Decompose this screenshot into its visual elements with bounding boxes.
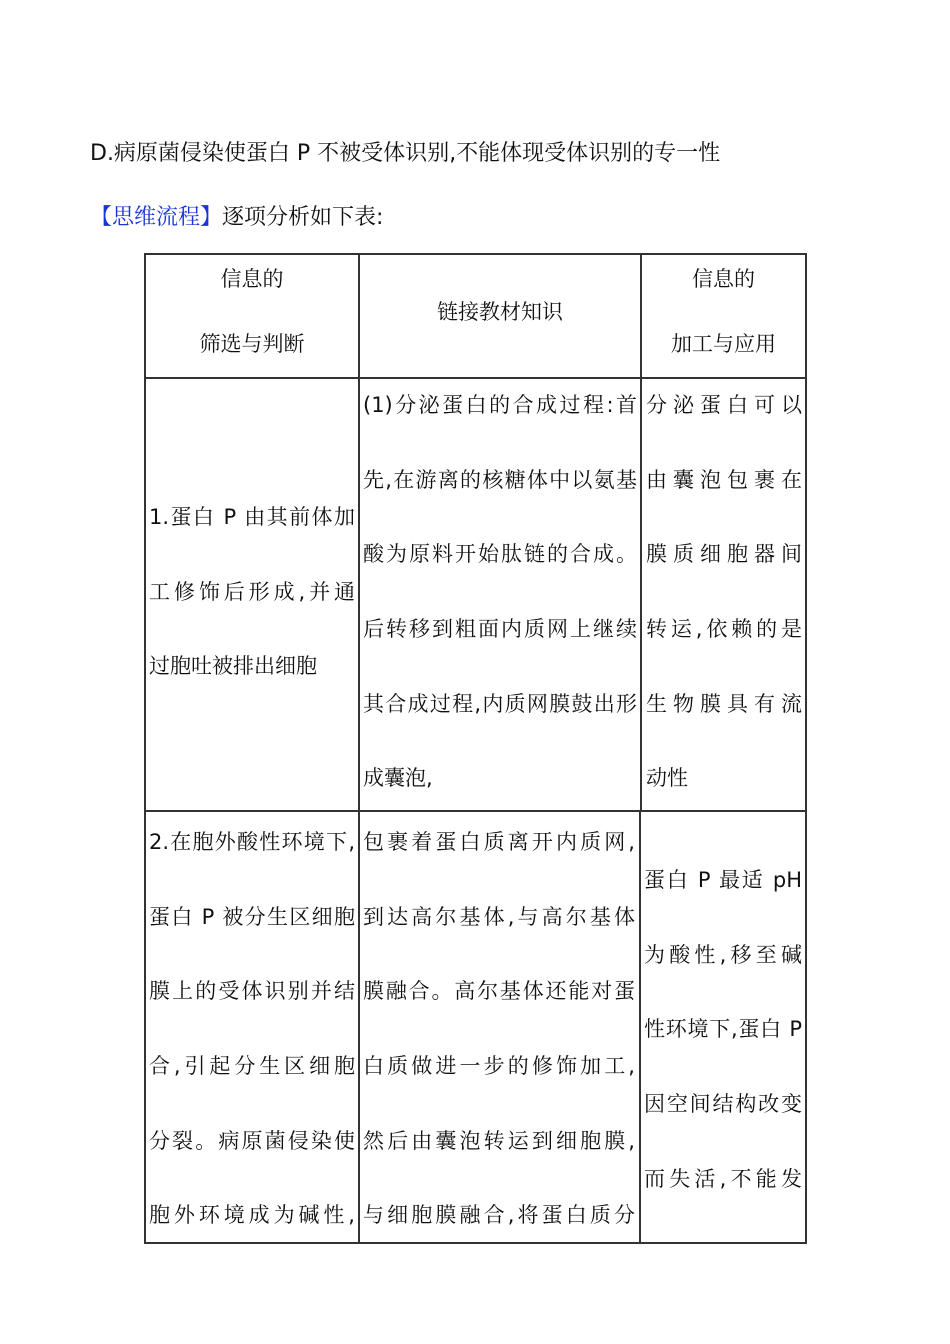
cell-line: 1.蛋白 P 由其前体加 (149, 505, 355, 529)
cell-line: 白质做进一步的修饰加工, (363, 1054, 635, 1079)
cell-line: 生物膜具有流 (646, 691, 802, 716)
section-heading (90, 200, 383, 231)
header-text: 筛选与判断 (199, 332, 305, 356)
table-border (639, 810, 641, 1244)
cell-line: 膜质细胞器间 (646, 542, 802, 567)
cell-line: 动性 (646, 766, 688, 791)
cell-line: 分裂。病原菌侵染使 (149, 1128, 355, 1153)
table-border (144, 377, 807, 379)
cell-line: 工修饰后形成,并通 (149, 579, 355, 604)
section-tag: 【思维流程】 (90, 205, 223, 230)
cell-line: 2.在胞外酸性环境下, (149, 830, 355, 854)
row2-col1 (149, 827, 355, 1275)
table-border (144, 253, 146, 1244)
cell-line: 分泌蛋白可以 (646, 393, 802, 417)
cell-line: 成囊泡, (363, 766, 433, 791)
cell-line: 由囊泡包裹在 (646, 467, 802, 492)
cell-line: 膜上的受体识别并结 (149, 979, 355, 1004)
header-col2 (360, 297, 640, 327)
row2-col2 (363, 827, 635, 1275)
cell-line: 蛋白 P 被分生区细胞 (149, 904, 355, 929)
option-d: D.病原菌侵染使蛋白 P 不被受体识别,不能体现受体识别的专一性 (90, 141, 721, 166)
cell-line: 其合成过程,内质网膜鼓出形 (363, 691, 637, 716)
cell-line: 胞外环境成为碱性, (149, 1203, 355, 1228)
row2-col3 (644, 865, 802, 1238)
cell-line: 与细胞膜融合,将蛋白质分 (363, 1203, 635, 1228)
cell-line: 包裹着蛋白质离开内质网, (363, 830, 635, 854)
cell-line: 性环境下,蛋白 P (644, 1017, 802, 1042)
cell-line: (1)分泌蛋白的合成过程:首 (363, 393, 637, 417)
cell-line: 酸为原料开始肽链的合成。 (363, 542, 637, 567)
cell-line: 先,在游离的核糖体中以氨基 (363, 467, 637, 492)
row1-col2 (363, 390, 637, 838)
cell-line: 合,引起分生区细胞 (149, 1054, 355, 1079)
cell-line: 然后由囊泡转运到细胞膜, (363, 1128, 635, 1153)
table-border (144, 253, 807, 255)
cell-line: 膜融合。高尔基体还能对蛋 (363, 979, 635, 1004)
cell-line: 转运,依赖的是 (646, 617, 802, 642)
section-text: 逐项分析如下表: (222, 205, 384, 230)
header-text: 加工与应用 (671, 332, 776, 356)
cell-line: 蛋白 P 最适 pH (644, 868, 802, 892)
header-text: 链接教材知识 (437, 300, 563, 324)
table-border (358, 253, 360, 1244)
header-text: 信息的 (220, 267, 284, 291)
cell-line: 为酸性,移至碱 (644, 942, 802, 967)
row1-col1 (149, 502, 355, 726)
header-col3 (642, 264, 805, 359)
row1-col3 (646, 390, 802, 838)
cell-line: 到达高尔基体,与高尔基体 (363, 904, 635, 929)
cell-line: 过胞吐被排出细胞 (149, 654, 317, 679)
cell-line: 因空间结构改变 (644, 1092, 802, 1117)
table-border (805, 253, 807, 1244)
header-col1 (146, 264, 358, 359)
cell-line: 后转移到粗面内质网上继续 (363, 617, 637, 642)
header-text: 信息的 (692, 267, 755, 291)
cell-line: 而失活,不能发 (644, 1166, 802, 1191)
